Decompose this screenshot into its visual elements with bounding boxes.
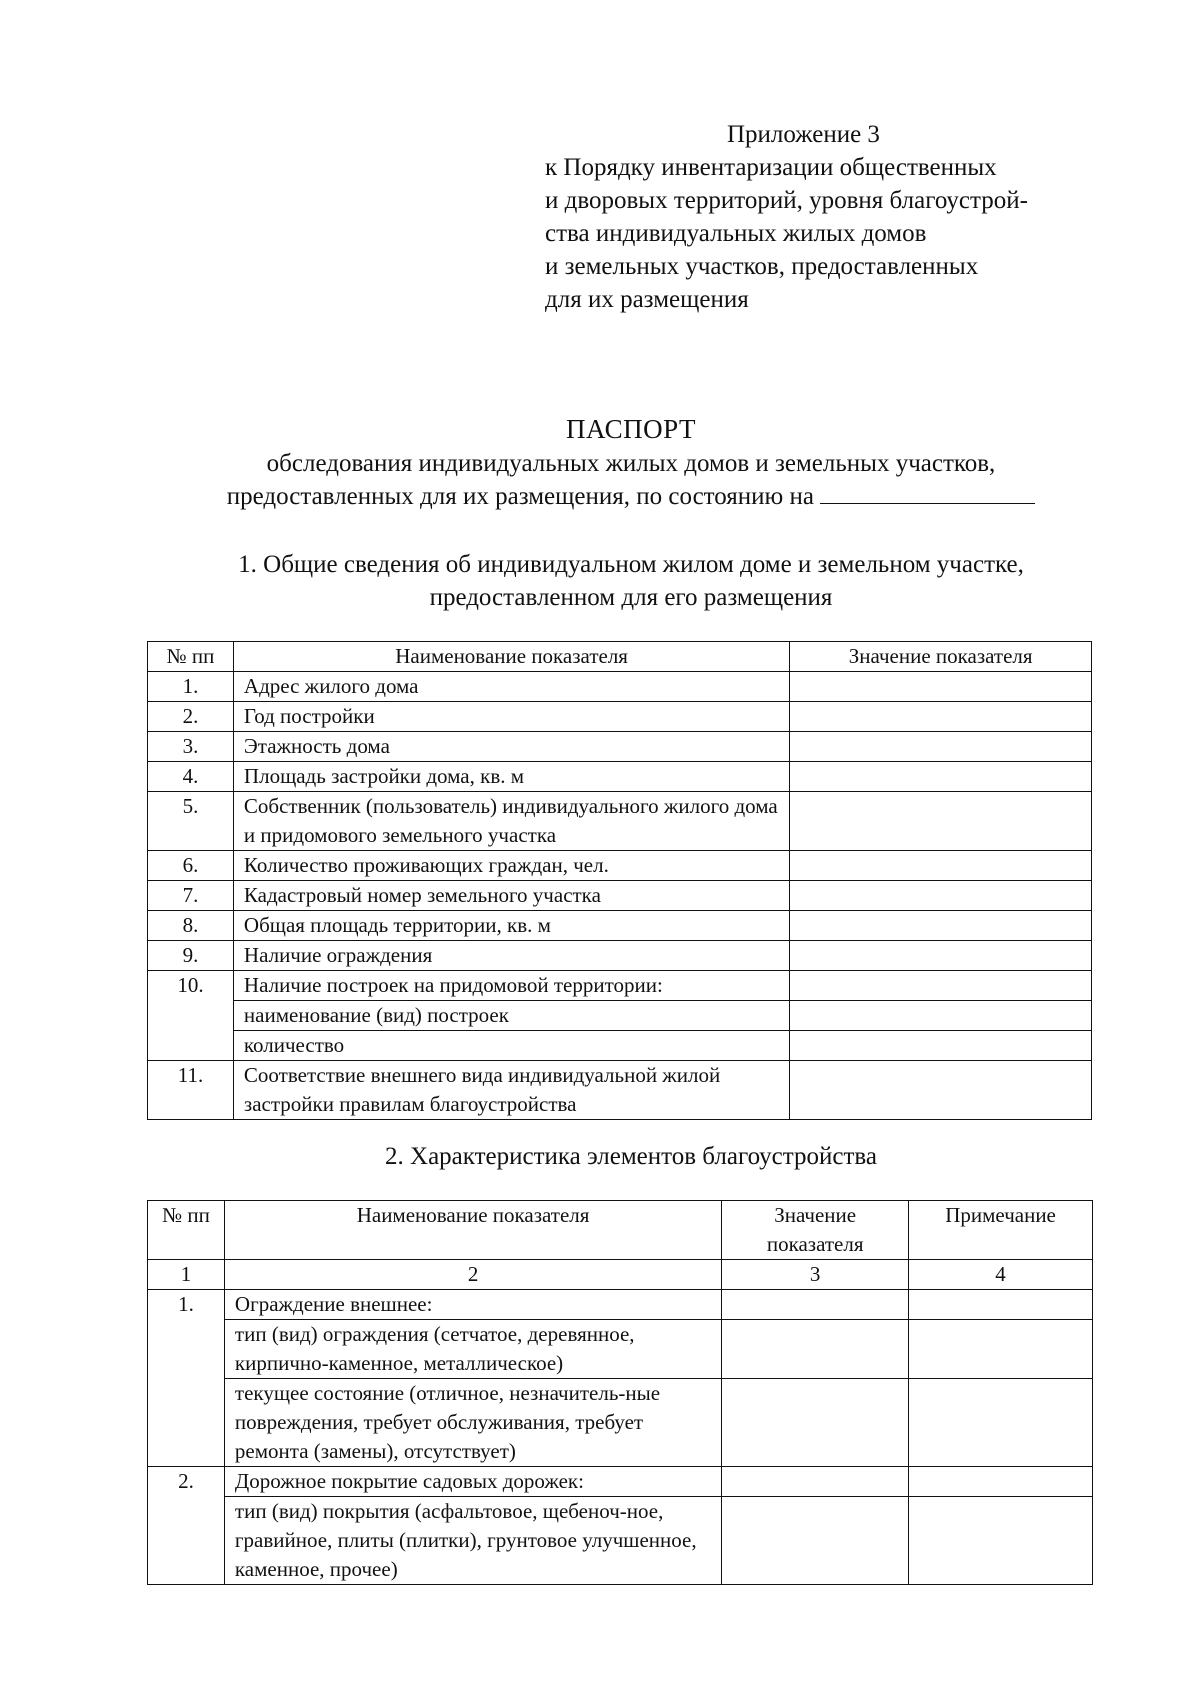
table-row [148,851,1092,881]
header-value: Значение показателя [722,1201,909,1260]
header-num: № пп [148,1201,225,1260]
row-value-cell[interactable] [790,1031,1092,1061]
row-value-cell[interactable] [790,941,1092,971]
row-num: 11. [148,1061,234,1120]
row-num: 7. [148,881,234,911]
header-name: Наименование показателя [233,642,789,672]
table-row [148,941,1092,971]
table-row [148,702,1092,732]
row-name: Дорожное покрытие садовых дорожек: [224,1467,721,1497]
row-value-cell[interactable] [790,732,1092,762]
row-name: Кадастровый номер земельного участка [233,881,789,911]
subtitle-line-2 [0,480,1200,513]
table-header-row [148,1201,1093,1260]
row-name: текущее состояние (отличное, незначитель-ные повреждения, требует обслуживания, требует ремонта (замены), отсутствует) [224,1379,721,1467]
table-header-row [148,642,1092,672]
column-index: 2 [224,1260,721,1290]
row-note-cell[interactable] [909,1467,1093,1497]
table-row [148,1320,1093,1379]
table-row [148,732,1092,762]
row-value-cell[interactable] [790,851,1092,881]
section-1-title-line-2: предоставленном для его размещения [429,584,833,611]
row-num: 8. [148,911,234,941]
column-index: 3 [722,1260,909,1290]
row-note-cell[interactable] [909,1379,1093,1467]
table-row [148,911,1092,941]
row-name: Соответствие внешнего вида индивидуальной жилой застройки правилам благоустройства [233,1061,789,1120]
date-blank-line [820,481,1035,504]
row-value-cell[interactable] [722,1497,909,1585]
section-2-title: 2. Характеристика элементов благоустройства [385,1143,877,1170]
row-name: Адрес жилого дома [233,672,789,702]
header-num: № пп [148,642,234,672]
row-note-cell[interactable] [909,1497,1093,1585]
landscaping-table [147,1200,1093,1585]
subtitle-line-2-text: предоставленных для их размещения, по состоянию на [226,483,814,510]
row-num: 3. [148,732,234,762]
row-name: Наличие ограждения [233,941,789,971]
row-value-cell[interactable] [790,672,1092,702]
table-row [148,971,1092,1001]
column-index: 4 [909,1260,1093,1290]
row-num: 4. [148,762,234,792]
row-num: 1. [148,1290,225,1467]
row-num: 2. [148,1467,225,1585]
row-value-cell[interactable] [790,881,1092,911]
table-row [148,1061,1092,1120]
row-name: тип (вид) покрытия (асфальтовое, щебеноч-ное, гравийное, плиты (плитки), грунтовое улучшенное, каменное, прочее) [224,1497,721,1585]
row-name: количество [233,1031,789,1061]
row-name: Год постройки [233,702,789,732]
table-row [148,762,1092,792]
table-row [148,672,1092,702]
row-name: Собственник (пользователь) индивидуального жилого дома и придомового земельного участка [233,792,789,851]
row-value-cell[interactable] [722,1290,909,1320]
row-name: Общая площадь территории, кв. м [233,911,789,941]
row-name: Наличие построек на придомовой территории: [233,971,789,1001]
table-row [148,881,1092,911]
row-name: тип (вид) ограждения (сетчатое, деревянное, кирпично-каменное, металлическое) [224,1320,721,1379]
row-num: 10. [148,971,234,1061]
row-value-cell[interactable] [722,1467,909,1497]
appendix-title: Приложение 3 [727,121,880,148]
row-value-cell[interactable] [790,1061,1092,1120]
document-title: ПАСПОРТ [566,414,696,444]
row-value-cell[interactable] [790,971,1092,1001]
section-1-title [0,548,1200,614]
appendix-line: и дворовых территорий, уровня благоустрой- [545,187,1028,214]
appendix-line: и земельных участков, предоставленных [545,253,979,280]
row-note-cell[interactable] [909,1290,1093,1320]
row-value-cell[interactable] [790,792,1092,851]
row-num: 9. [148,941,234,971]
row-value-cell[interactable] [722,1379,909,1467]
row-value-cell[interactable] [790,702,1092,732]
row-name: Этажность дома [233,732,789,762]
row-name: наименование (вид) построек [233,1001,789,1031]
header-note: Примечание [909,1201,1093,1260]
row-value-cell[interactable] [722,1320,909,1379]
appendix-line: ства индивидуальных жилых домов [545,220,927,247]
row-value-cell[interactable] [790,911,1092,941]
row-num: 6. [148,851,234,881]
row-name: Площадь застройки дома, кв. м [233,762,789,792]
table-row [148,1497,1093,1585]
table-row [148,792,1092,851]
table-row [148,1467,1093,1497]
row-num: 2. [148,702,234,732]
column-index: 1 [148,1260,225,1290]
row-note-cell[interactable] [909,1320,1093,1379]
document-subtitle [0,447,1200,513]
header-value: Значение показателя [790,642,1092,672]
subtitle-line-1: обследования индивидуальных жилых домов и земельных участков, [266,450,996,477]
row-num: 5. [148,792,234,851]
appendix-line: к Порядку инвентаризации общественных [545,154,997,181]
row-value-cell[interactable] [790,762,1092,792]
appendix-header [545,118,1105,316]
row-num: 1. [148,672,234,702]
appendix-line: для их размещения [545,286,749,313]
table-row [148,1290,1093,1320]
table-row [148,1379,1093,1467]
header-name: Наименование показателя [224,1201,721,1260]
column-index-row [148,1260,1093,1290]
table-row [148,1001,1092,1031]
row-name: Количество проживающих граждан, чел. [233,851,789,881]
general-info-table [147,641,1092,1120]
row-value-cell[interactable] [790,1001,1092,1031]
table-row [148,1031,1092,1061]
row-name: Ограждение внешнее: [224,1290,721,1320]
section-1-title-line-1: 1. Общие сведения об индивидуальном жилом доме и земельном участке, [238,551,1024,578]
